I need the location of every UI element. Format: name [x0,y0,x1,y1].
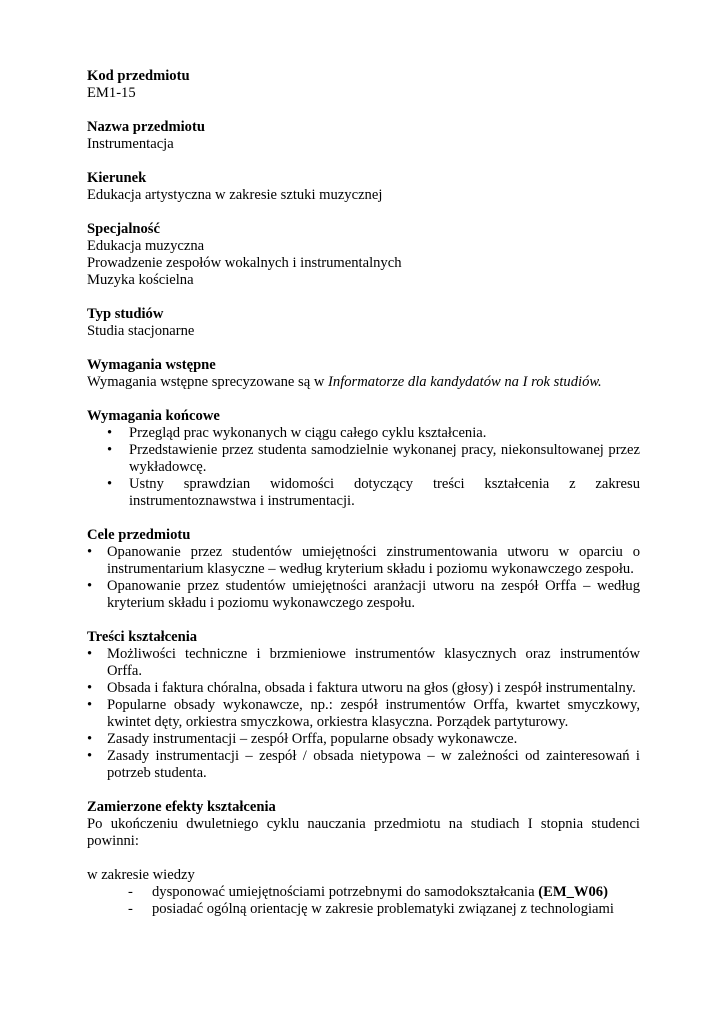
bullet-icon: • [107,425,113,441]
wymagania-koncowe-heading: Wymagania końcowe [87,408,220,424]
bullet-icon: • [87,748,93,764]
section-wymagania-wstepne [87,357,640,391]
kod-heading: Kod przedmiotu [87,68,190,84]
list-item-text: Popularne obsady wykonawcze, np.: zespół instrumentów Orffa, kwartet smyczkowy, kwintet dęty, orkiestra smyczkowa, orkiestra klasyczna. Porządek partyturowy. [107,697,640,730]
kierunek-heading: Kierunek [87,170,147,186]
kierunek-value: Edukacja artystyczna w zakresie sztuki muzycznej [87,187,383,203]
nazwa-heading: Nazwa przedmiotu [87,119,205,135]
section-nazwa [87,119,640,153]
cele-list [87,544,640,612]
typ-value: Studia stacjonarne [87,323,195,339]
tresci-heading: Treści kształcenia [87,629,198,645]
efekty-intro: Po ukończeniu dwuletniego cyklu nauczania przedmiotu na studiach I stopnia studenci powinni: [87,816,640,849]
wymagania-koncowe-list [87,425,640,510]
document-content [87,68,640,935]
efekty-subhead: w zakresie wiedzy [87,867,195,883]
list-item [87,425,640,442]
list-item [87,646,640,680]
list-item-text: Zasady instrumentacji – zespół Orffa, popularne obsady wykonawcze. [107,731,518,747]
section-efekty [87,799,640,918]
typ-heading: Typ studiów [87,306,164,322]
effect-code: (EM_W06) [538,884,608,900]
section-kod [87,68,640,102]
bullet-icon: • [87,646,93,662]
specjalnosc-heading: Specjalność [87,221,160,237]
kod-value: EM1-15 [87,85,136,101]
bullet-icon: • [87,731,93,747]
list-item [87,697,640,731]
tresci-list [87,646,640,782]
specjalnosc-value: Prowadzenie zespołów wokalnych i instrumentalnych [87,255,402,271]
cele-heading: Cele przedmiotu [87,527,191,543]
efekty-heading: Zamierzone efekty kształcenia [87,799,276,815]
specjalnosc-value: Muzyka kościelna [87,272,194,288]
bullet-icon: • [87,544,93,560]
list-item-text: Przedstawienie przez studenta samodzielnie wykonanej pracy, niekonsultowanej przez wykładowcę. [129,442,640,475]
bullet-icon: • [107,442,113,458]
section-tresci [87,629,640,782]
list-item [87,901,640,918]
wymagania-wstepne-heading: Wymagania wstępne [87,357,216,373]
dash-icon: - [128,901,133,917]
wymagania-wstepne-text [87,374,640,391]
specjalnosc-value: Edukacja muzyczna [87,238,205,254]
list-item-text: Przegląd prac wykonanych w ciągu całego cyklu kształcenia. [129,425,487,441]
list-item-text: Opanowanie przez studentów umiejętności zinstrumentowania utworu w oparciu o instrumentarium klasyczne – według kryterium składu i poziomu wykonawczego zespołu. [107,544,640,577]
list-item [87,544,640,578]
bullet-icon: • [87,578,93,594]
wymagania-wstepne-italic: Informatorze dla kandydatów na I rok studiów. [328,374,602,390]
efekty-list [87,884,640,918]
list-item [87,748,640,782]
section-wymagania-koncowe [87,408,640,510]
section-specjalnosc [87,221,640,289]
bullet-icon: • [87,680,93,696]
section-cele [87,527,640,612]
spacer [87,850,640,867]
list-item [87,680,640,697]
wymagania-wstepne-plain: Wymagania wstępne sprecyzowane są w [87,374,329,390]
section-typ [87,306,640,340]
list-item [87,731,640,748]
list-item-text: Ustny sprawdzian widomości dotyczący treści kształcenia z zakresu instrumentoznawstwa i instrumentacji. [129,476,640,509]
section-kierunek [87,170,640,204]
list-item-text: posiadać ogólną orientację w zakresie problematyki związanej z technologiami [152,901,614,917]
list-item [87,884,640,901]
list-item-text: dysponować umiejętnościami potrzebnymi do samodokształcania [152,884,539,900]
list-item-text: Zasady instrumentacji – zespół / obsada nietypowa – w zależności od zainteresowań i potrzeb studenta. [107,748,640,781]
list-item [87,476,640,510]
list-item-text: Możliwości techniczne i brzmieniowe instrumentów klasycznych oraz instrumentów Orffa. [107,646,640,679]
list-item-text: Obsada i faktura chóralna, obsada i faktura utworu na głos (głosy) i zespół instrumentalny. [107,680,636,696]
list-item-text: Opanowanie przez studentów umiejętności aranżacji utworu na zespół Orffa – według kryterium składu i poziomu wykonawczego zespołu. [107,578,640,611]
bullet-icon: • [107,476,113,492]
list-item [87,442,640,476]
bullet-icon: • [87,697,93,713]
dash-icon: - [128,884,133,900]
nazwa-value: Instrumentacja [87,136,174,152]
list-item [87,578,640,612]
